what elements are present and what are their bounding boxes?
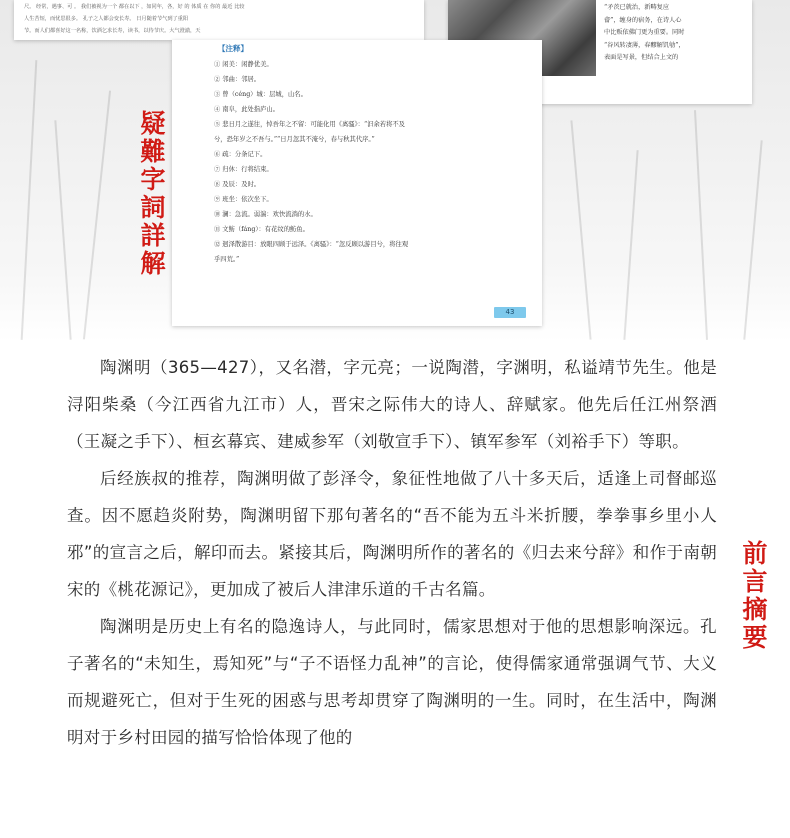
page-number-badge: 43 <box>494 307 526 318</box>
page-commentary <box>604 2 748 65</box>
book-page-front <box>172 40 542 326</box>
heading-char: 前 <box>742 539 768 568</box>
page-text-line: “矛茨已就治，新畴复应 <box>604 4 670 11</box>
note-item: ⑫ 迥泽散游目：放眼四顾于远泽。《离骚》：“忽反顾以游目兮，将往观 <box>214 241 409 248</box>
page-text-line: “谷风转凄薄，春醪解饥劬”， <box>604 41 685 49</box>
notes-heading <box>138 110 168 278</box>
note-item: ④ 南阜，此处指庐山。 <box>214 106 279 113</box>
notes-title: 【注释】 <box>218 44 248 53</box>
page-text-line: 尺。 经常，遇事、可 。 我们被视为一个 都在以下 ，如同年，各，好 的 体质 在 你的 最近 比较 <box>24 4 245 10</box>
note-item: 兮，恐年岁之不吾与。”“日月忽其不淹兮，春与秋其代序。” <box>214 136 375 143</box>
heading-char: 詳 <box>140 221 166 250</box>
paragraph: 陶渊明是历史上有名的隐逸诗人，与此同时，儒家思想对于他的思想影响深远。孔子著名的“未知生，焉知死”与“子不语怪力乱神”的言论，使得儒家通常强调气节、大义而规避死亡，但对于生死的困惑与思考却贯穿了陶渊明的一生。同时，在生活中，陶渊明对于乡村田园的描写恰恰体现了他的 <box>67 617 717 747</box>
paragraph: 后经族叔的推荐，陶渊明做了彭泽令，象征性地做了八十多天后，适逢上司督邮巡查。因不愿趋炎附势，陶渊明留下那句著名的“吾不能为五斗米折腰，拳拳事乡里小人邪”的宣言之后，解印而去。紧接其后，陶渊明所作的著名的《归去来兮辞》和作于南朝宋的《桃花源记》，更加成了被后人津津乐道的千古名篇。 <box>67 469 717 599</box>
page-text-line: 人生苦短，而忧思很多。 孔子之人都会变长寿。 日月随着节气到了重阳 <box>24 16 189 22</box>
heading-char: 字 <box>140 165 166 194</box>
heading-char: 言 <box>742 567 768 596</box>
note-item: ⑥ 疏：分条记下。 <box>214 151 267 158</box>
book-preview-banner <box>0 0 790 342</box>
note-item: 乎四荒。” <box>214 256 240 263</box>
page-text-line: 中比贩依佛门更为重要。同时 <box>604 29 685 37</box>
note-item: ② 邻曲：邻居。 <box>214 76 261 83</box>
page-text-line: 畲”，缠身的宿务，在诗人心 <box>604 16 682 24</box>
note-item: ⑩ 澜：急流。弱湍：欢快流淌的水。 <box>214 211 317 218</box>
book-page-back-left <box>14 0 424 40</box>
note-item: ⑦ 归休：行将结束。 <box>214 166 273 173</box>
page-text-line: 节。而人们都喜好这一名称，饮酒乞求长寿，读书，以待节庆。大气澄澈，天 <box>24 28 201 34</box>
preface-heading <box>740 540 770 652</box>
heading-char: 摘 <box>742 595 768 624</box>
heading-char: 難 <box>140 137 166 166</box>
note-item: ③ 曾（céng）城：层城，山名。 <box>214 91 307 98</box>
note-item: ① 闲美：闲静优美。 <box>214 61 273 68</box>
note-item: ⑨ 班坐：依次坐下。 <box>214 196 273 203</box>
heading-char: 解 <box>140 249 166 278</box>
note-item: ⑪ 文鲂（fáng）：有花纹的鲂鱼。 <box>214 226 309 233</box>
paragraph: 陶渊明（365—427），又名潜，字元亮；一说陶潜，字渊明，私谥靖节先生。他是浔阳柴桑（今江西省九江市）人，晋宋之际伟大的诗人、辞赋家。他先后任江州祭酒（王凝之手下）、桓玄幕宾、建威参军（刘敬宣手下）、镇军参军（刘裕手下）等职。 <box>67 358 717 451</box>
note-item: ⑤ 悲日月之遂往，悼吾年之不留：可能化用《离骚》：“汩余若将不及 <box>214 121 405 128</box>
heading-char: 詞 <box>140 193 166 222</box>
notes-list <box>214 57 524 267</box>
heading-char: 疑 <box>140 109 166 138</box>
page-text-line: 表面是写景，但结合上文的 <box>604 54 679 62</box>
heading-char: 要 <box>742 623 768 652</box>
preface-body <box>67 349 717 756</box>
note-item: ⑧ 及辰：及时。 <box>214 181 261 188</box>
